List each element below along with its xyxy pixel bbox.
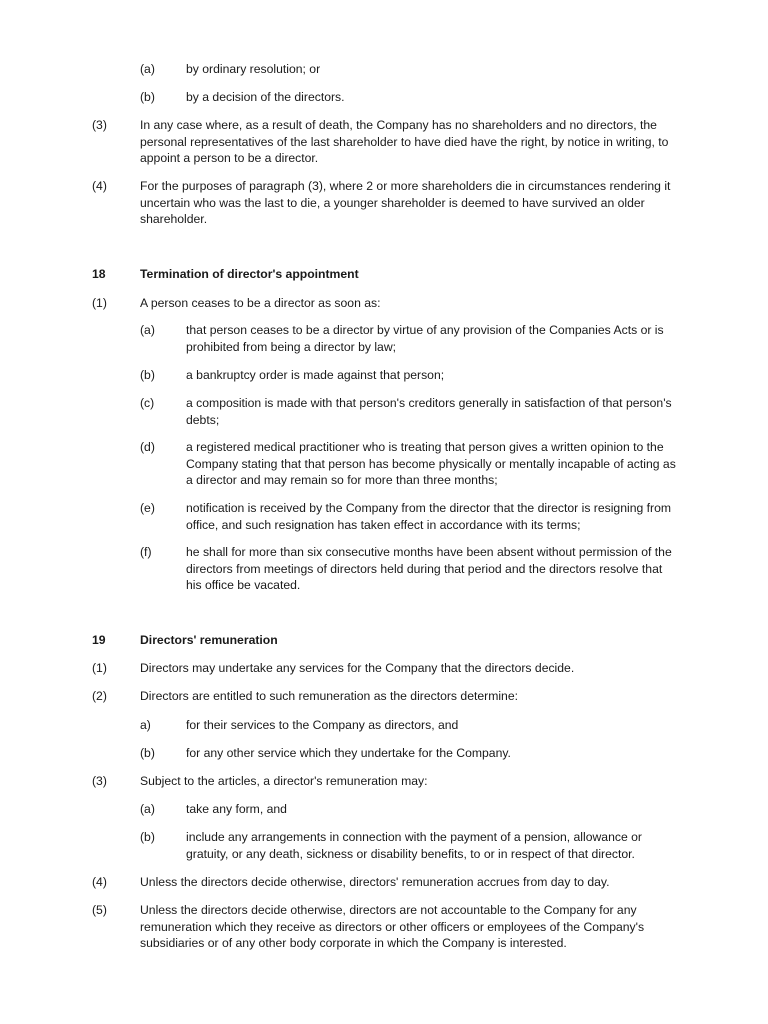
clause-text: a registered medical practitioner who is treating that person gives a written opinion to the Company stating that that person has become physically or mentally incapable of acting as a director and may remain so for more than three months; [186, 440, 676, 487]
section-number: 19 [92, 633, 106, 647]
paragraph-number: (3) [92, 774, 107, 788]
clause-text: take any form, and [186, 802, 287, 816]
paragraph-number: (4) [92, 179, 107, 193]
paragraph-text: For the purposes of paragraph (3), where 2 or more shareholders die in circumstances rendering it uncertain who was the last to die, a younger shareholder is deemed to have survived an older shareholder. [140, 179, 671, 226]
paragraph-number: (2) [92, 689, 107, 703]
clause-number: (b) [140, 746, 155, 760]
paragraph-number: (5) [92, 903, 107, 917]
clause-number: (a) [140, 62, 155, 76]
paragraph-text: Unless the directors decide otherwise, directors' remuneration accrues from day to day. [140, 875, 610, 889]
clause-text: for any other service which they undertake for the Company. [186, 746, 511, 760]
clause-number: (b) [140, 90, 155, 104]
clause-text: a composition is made with that person's creditors generally in satisfaction of that person's debts; [186, 396, 672, 427]
clause-number: (d) [140, 440, 155, 454]
clause-text: notification is received by the Company from the director that the director is resigning from office, and such resignation has taken effect in accordance with its terms; [186, 501, 672, 532]
clause-text: by ordinary resolution; or [186, 62, 321, 76]
paragraph-number: (1) [92, 661, 107, 675]
clause-number: (a) [140, 323, 155, 337]
section-title: Directors' remuneration [140, 633, 278, 647]
clause-number: (f) [140, 545, 152, 559]
clause-number: (e) [140, 501, 155, 515]
paragraph-number: (3) [92, 118, 107, 132]
clause-number: a) [140, 718, 151, 732]
paragraph-text: Unless the directors decide otherwise, directors are not accountable to the Company for any remuneration which they receive as directors or other officers or employees of the Company's subsidiaries or of any other body corporate in which the Company is interested. [140, 903, 645, 950]
paragraph-text: In any case where, as a result of death, the Company has no shareholders and no directors, the personal representatives of the last shareholder to have died have the right, by notice in writing, to appoint a person to be a director. [140, 118, 669, 165]
section-title: Termination of director's appointment [140, 267, 359, 281]
clause-number: (c) [140, 396, 155, 410]
clause-number: (b) [140, 830, 155, 844]
clause-number: (a) [140, 802, 155, 816]
clause-text: include any arrangements in connection with the payment of a pension, allowance or gratuity, or any death, sickness or disability benefits, to or in respect of that director. [186, 830, 642, 861]
paragraph-text: Directors may undertake any services for the Company that the directors decide. [140, 661, 575, 675]
clause-number: (b) [140, 368, 155, 382]
clause-text: he shall for more than six consecutive months have been absent without permission of the directors from meetings of directors held during that period and the directors resolve that his office be vacated. [186, 545, 672, 592]
clause-text: that person ceases to be a director by virtue of any provision of the Companies Acts or is prohibited from being a director by law; [186, 323, 664, 354]
paragraph-text: Directors are entitled to such remuneration as the directors determine: [140, 689, 518, 703]
paragraph-text: A person ceases to be a director as soon as: [140, 296, 381, 310]
paragraph-text: Subject to the articles, a director's remuneration may: [140, 774, 428, 788]
clause-text: a bankruptcy order is made against that person; [186, 368, 445, 382]
clause-text: for their services to the Company as directors, and [186, 718, 459, 732]
paragraph-number: (1) [92, 296, 107, 310]
paragraph-number: (4) [92, 875, 107, 889]
section-number: 18 [92, 267, 106, 281]
clause-text: by a decision of the directors. [186, 90, 345, 104]
